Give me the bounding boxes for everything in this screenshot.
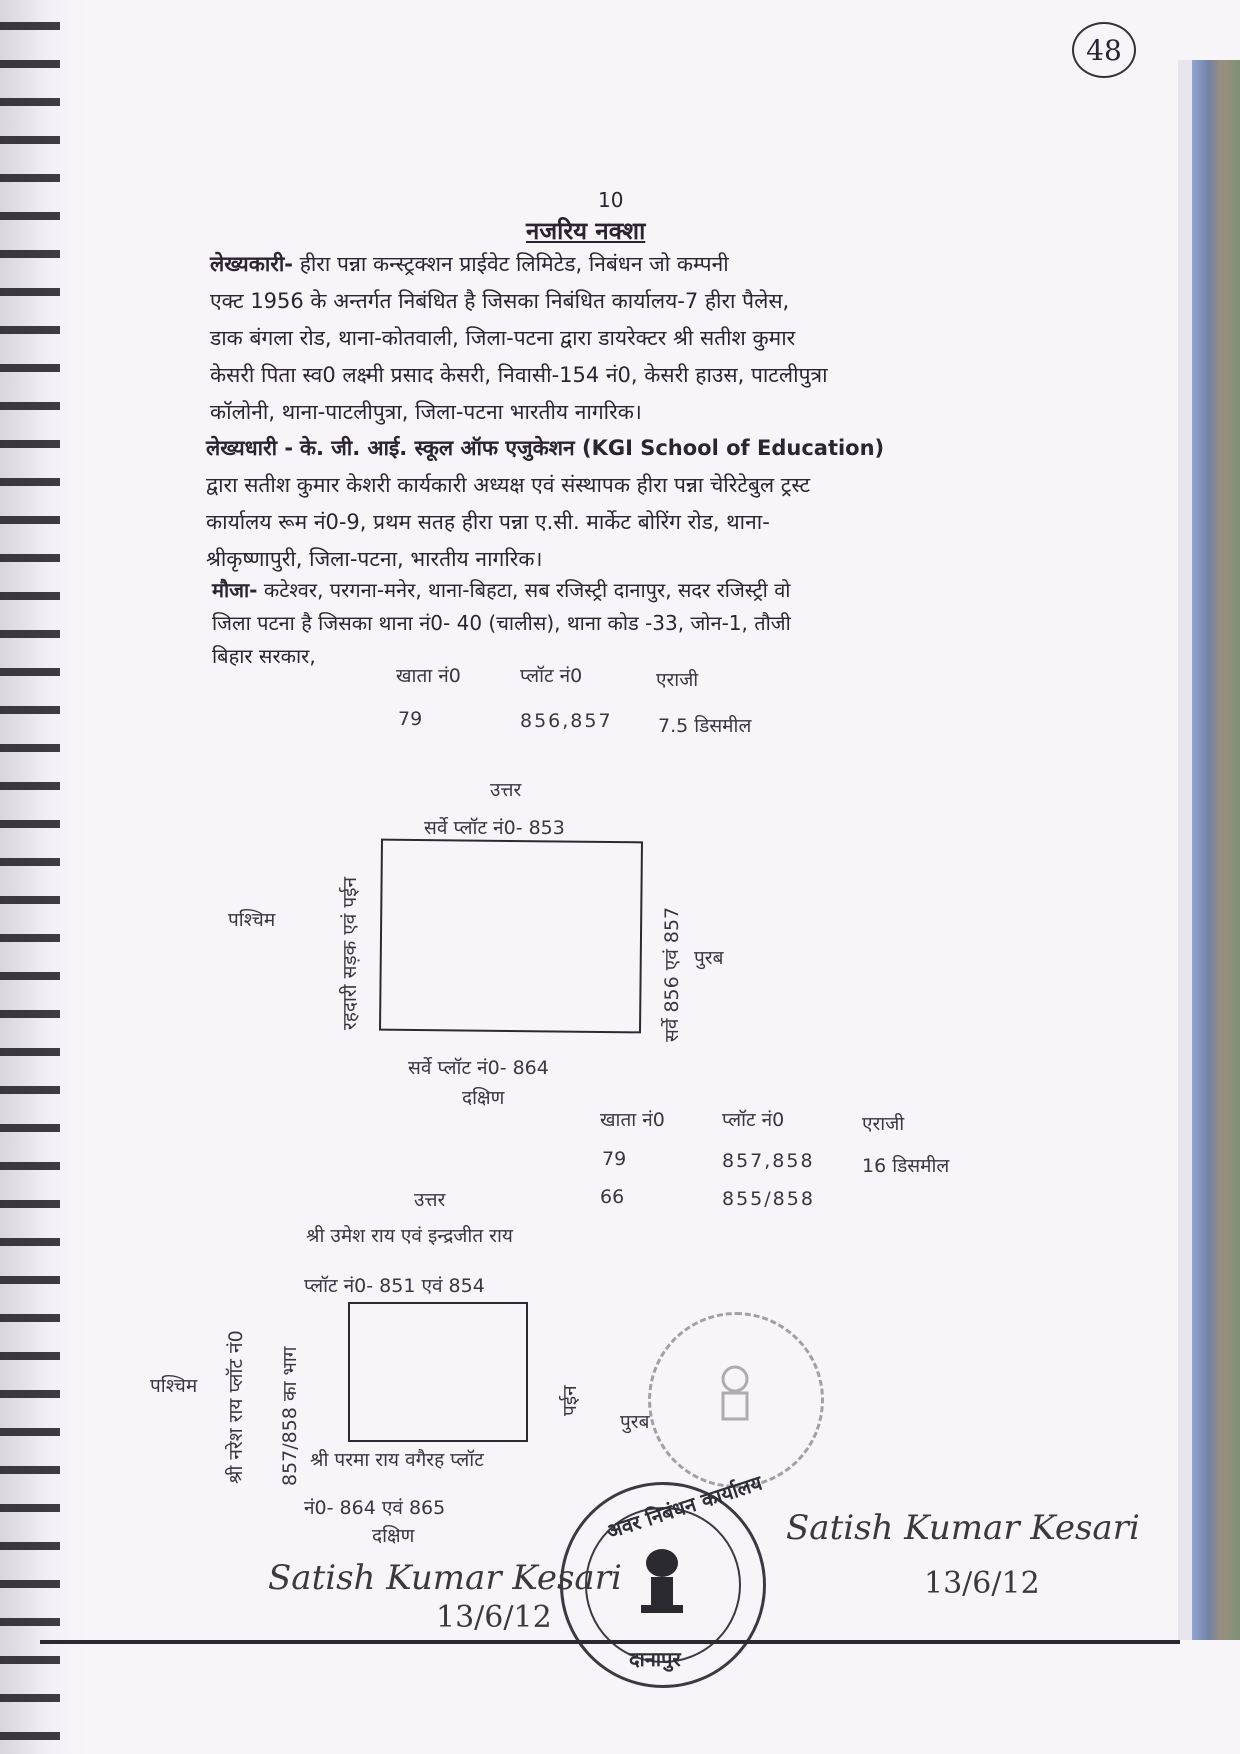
table2-cell: 66 <box>600 1186 625 1208</box>
map1-east-label: पुरब <box>694 947 724 969</box>
document-title: नजरिय नक्शा <box>526 217 646 245</box>
right-signature: Satish Kumar Kesari <box>786 1508 1140 1548</box>
table2-cell: 857,858 <box>722 1150 815 1172</box>
table1-cell: 856,857 <box>520 710 613 732</box>
table1-cell: 7.5 डिसमील <box>658 715 752 737</box>
emblem-icon <box>705 1359 765 1429</box>
lekhyakari-section <box>210 246 1010 431</box>
map1-west-side: रहदारी सड़क एवं पईन <box>339 876 361 1030</box>
lekhyadhari-line: के. जी. आई. स्कूल ऑफ एजुकेशन (KGI School of Education) <box>299 436 885 460</box>
stamp-bottom-text: दानापुर <box>629 1647 681 1671</box>
lekhyadhari-section <box>206 430 1006 578</box>
map2-south-owner: श्री परमा राय वगैरह प्लॉट <box>310 1449 484 1471</box>
map1-plot-boundary <box>379 839 643 1034</box>
page-number: 10 <box>598 188 624 212</box>
map1-north-plot: सर्वे प्लॉट नं0- 853 <box>424 817 565 839</box>
map2-east-label: पुरब <box>620 1411 650 1433</box>
page-edge <box>1178 60 1192 1640</box>
map2-north-owner: श्री उमेश राय एवं इन्द्रजीत राय <box>306 1225 513 1247</box>
table2-cell: 79 <box>602 1148 627 1170</box>
map1-south-plot: सर्वे प्लॉट नं0- 864 <box>408 1057 549 1079</box>
table2-cell: 855/858 <box>722 1188 815 1210</box>
lekhyadhari-line: कार्यालय रूम नं0-9, प्रथम सतह हीरा पन्ना ए.सी. मार्केट बोरिंग रोड, थाना- <box>206 510 770 534</box>
lekhyadhari-line: द्वारा सतीश कुमार केशरी कार्यकारी अध्यक्ष एवं संस्थापक हीरा पन्ना चेरिटेबुल ट्रस्ट <box>206 473 811 497</box>
lekhyakari-line: कॉलोनी, थाना-पाटलीपुत्रा, जिला-पटना भारतीय नागरिक। <box>210 400 642 424</box>
colored-edge-strip <box>1192 60 1240 1640</box>
table1-header-khata: खाता नं0 <box>396 665 461 687</box>
map2-west-side-1: श्री नरेश राय प्लॉट नं0 <box>225 1330 247 1484</box>
lekhyakari-line: हीरा पन्ना कन्स्ट्रक्शन प्राईवेट लिमिटेड, निबंधन जो कम्पनी <box>299 252 729 276</box>
mauja-line: जिला पटना है जिसका थाना नं0- 40 (चालीस), थाना कोड -33, जोन-1, तौजी <box>212 611 791 635</box>
mauja-line: कटेश्वर, परगना-मनेर, थाना-बिहटा, सब रजिस्ट्री दानापुर, सदर रजिस्ट्री वो <box>263 578 791 602</box>
page-bottom-line <box>40 1640 1180 1644</box>
map2-south-plot: नं0- 864 एवं 865 <box>304 1497 446 1519</box>
ashoka-emblem-icon <box>627 1541 697 1621</box>
lekhyadhari-line: श्रीकृष्णापुरी, जिला-पटना, भारतीय नागरिक। <box>206 547 543 571</box>
spiral-binding <box>0 0 60 1754</box>
table1-header-eraji: एराजी <box>656 669 699 691</box>
map1-south-label: दक्षिण <box>462 1087 505 1109</box>
map2-north-label: उत्तर <box>414 1189 446 1211</box>
lekhyakari-line: केसरी पिता स्व0 लक्ष्मी प्रसाद केसरी, निवासी-154 नं0, केसरी हाउस, पाटलीपुत्रा <box>210 363 828 387</box>
right-signature-date: 13/6/12 <box>924 1566 1040 1601</box>
mauja-line: बिहार सरकार, <box>212 644 316 668</box>
table1-header-plot: प्लॉट नं0 <box>520 665 583 687</box>
map2-west-label: पश्चिम <box>150 1375 198 1397</box>
lekhyakari-label: लेख्यकारी- <box>210 252 294 276</box>
left-signature-date: 13/6/12 <box>436 1600 552 1635</box>
map2-south-label: दक्षिण <box>372 1525 415 1547</box>
mauja-section <box>212 574 1002 673</box>
map1-east-side: सर्वे 856 एवं 857 <box>661 906 683 1042</box>
table2-header-eraji: एराजी <box>862 1113 905 1135</box>
table1-cell: 79 <box>398 708 423 730</box>
lekhyakari-line: एक्ट 1956 के अन्तर्गत निबंधित है जिसका निबंधित कार्यालय-7 हीरा पैलेस, <box>210 289 790 313</box>
map2-north-plot: प्लॉट नं0- 851 एवं 854 <box>304 1275 485 1297</box>
map2-plot-boundary <box>348 1302 528 1442</box>
table2-cell: 16 डिसमील <box>862 1155 950 1177</box>
map2-east-side: पईन <box>559 1385 581 1416</box>
faint-registry-stamp <box>648 1312 824 1488</box>
circled-page-number: 48 <box>1072 22 1136 78</box>
map2-west-side-2: 857/858 का भाग <box>279 1346 301 1486</box>
stamp-top-text: अवर निबंधन कार्यालय <box>603 1470 765 1544</box>
left-signature: Satish Kumar Kesari <box>268 1558 622 1598</box>
map1-west-label: पश्चिम <box>228 909 276 931</box>
lekhyadhari-label: लेख्यधारी - <box>206 436 294 460</box>
table2-header-khata: खाता नं0 <box>600 1109 665 1131</box>
map1-north-label: उत्तर <box>490 779 522 801</box>
lekhyakari-line: डाक बंगला रोड, थाना-कोतवाली, जिला-पटना द्वारा डायरेक्टर श्री सतीश कुमार <box>210 326 796 350</box>
mauja-label: मौजा- <box>212 578 258 602</box>
table2-header-plot: प्लॉट नं0 <box>722 1109 785 1131</box>
